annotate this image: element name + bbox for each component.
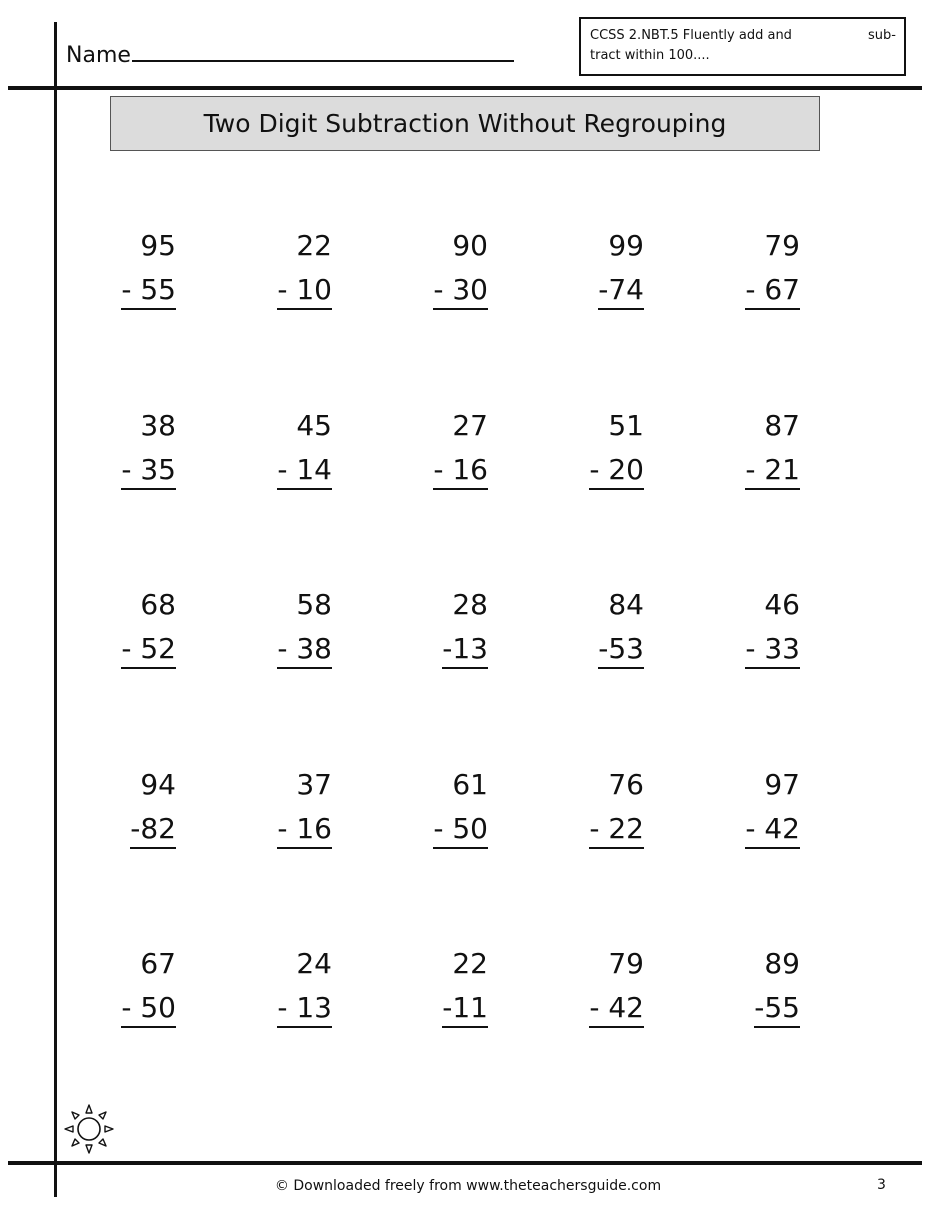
problem-item: [242, 225, 398, 335]
standard-text-left: CCSS 2.NBT.5 Fluently add and: [590, 28, 792, 43]
minuend: 79: [764, 229, 800, 262]
subtrahend: - 50: [433, 812, 488, 849]
problem-item: [554, 584, 710, 694]
problem-item: [86, 225, 242, 335]
subtrahend: - 52: [121, 632, 176, 669]
problem-item: [86, 584, 242, 694]
subtrahend: - 35: [121, 453, 176, 490]
subtrahend: - 21: [745, 453, 800, 490]
minuend: 67: [140, 947, 176, 980]
minuend: 84: [608, 588, 644, 621]
problem-item: [710, 405, 866, 515]
problem-item: [398, 225, 554, 335]
problem-item: [398, 764, 554, 874]
subtrahend: - 67: [745, 273, 800, 310]
subtrahend: -55: [754, 991, 800, 1028]
standard-text-right: sub-: [868, 28, 896, 43]
name-label: Name: [66, 43, 131, 68]
subtrahend: - 22: [589, 812, 644, 849]
subtrahend: - 20: [589, 453, 644, 490]
sun-icon: [62, 1102, 116, 1156]
problem-item: [242, 405, 398, 515]
minuend: 22: [452, 947, 488, 980]
name-field[interactable]: [66, 40, 514, 70]
problem-item: [398, 405, 554, 515]
subtrahend: - 50: [121, 991, 176, 1028]
minuend: 37: [296, 767, 332, 801]
problem-item: [242, 764, 398, 874]
minuend: 28: [452, 588, 488, 621]
minuend: 90: [452, 229, 488, 262]
problem-item: [398, 584, 554, 694]
name-blank-line[interactable]: [132, 40, 514, 62]
page-number: 3: [877, 1177, 886, 1193]
problem-item: [398, 943, 554, 1053]
minuend: 76: [608, 767, 644, 801]
minuend: 38: [140, 408, 176, 442]
problem-item: [710, 225, 866, 335]
minuend: 22: [296, 229, 332, 262]
minuend: 79: [608, 947, 644, 980]
subtrahend: -82: [130, 812, 176, 849]
minuend: 99: [608, 229, 644, 262]
subtrahend: -74: [598, 273, 644, 310]
minuend: 68: [140, 588, 176, 621]
minuend: 97: [764, 767, 800, 801]
problem-item: [554, 943, 710, 1053]
subtrahend: - 55: [121, 273, 176, 310]
minuend: 45: [296, 408, 332, 442]
problem-item: [710, 584, 866, 694]
margin-vertical-line: [54, 22, 57, 1197]
problem-item: [86, 943, 242, 1053]
subtrahend: - 13: [277, 991, 332, 1028]
minuend: 87: [764, 408, 800, 442]
worksheet-title: Two Digit Subtraction Without Regrouping: [110, 96, 820, 151]
subtrahend: - 33: [745, 632, 800, 669]
minuend: 24: [296, 947, 332, 980]
subtrahend: -11: [442, 991, 488, 1028]
problem-item: [710, 764, 866, 874]
subtrahend: - 16: [433, 453, 488, 490]
problem-grid: [86, 225, 866, 1123]
problem-item: [554, 405, 710, 515]
subtrahend: -13: [442, 632, 488, 669]
minuend: 94: [140, 767, 176, 801]
problem-item: [554, 764, 710, 874]
subtrahend: - 30: [433, 273, 488, 310]
minuend: 27: [452, 408, 488, 442]
header-divider: [8, 86, 922, 90]
problem-item: [86, 405, 242, 515]
problem-item: [554, 225, 710, 335]
problem-item: [86, 764, 242, 874]
subtrahend: - 42: [589, 991, 644, 1028]
subtrahend: - 38: [277, 632, 332, 669]
subtrahend: - 14: [277, 453, 332, 490]
subtrahend: - 16: [277, 812, 332, 849]
standard-box: [579, 17, 906, 76]
minuend: 95: [140, 229, 176, 262]
minuend: 61: [452, 767, 488, 801]
minuend: 58: [296, 588, 332, 621]
subtrahend: - 10: [277, 273, 332, 310]
footer-credit: © Downloaded freely from www.theteachersguide.com: [274, 1178, 662, 1194]
problem-item: [710, 943, 866, 1053]
standard-text-line2: tract within 100....: [590, 48, 710, 63]
subtrahend: - 42: [745, 812, 800, 849]
minuend: 89: [764, 947, 800, 980]
minuend: 51: [608, 408, 644, 442]
minuend: 46: [764, 588, 800, 621]
footer-divider: [8, 1161, 922, 1165]
subtrahend: -53: [598, 632, 644, 669]
problem-item: [242, 584, 398, 694]
problem-item: [242, 943, 398, 1053]
